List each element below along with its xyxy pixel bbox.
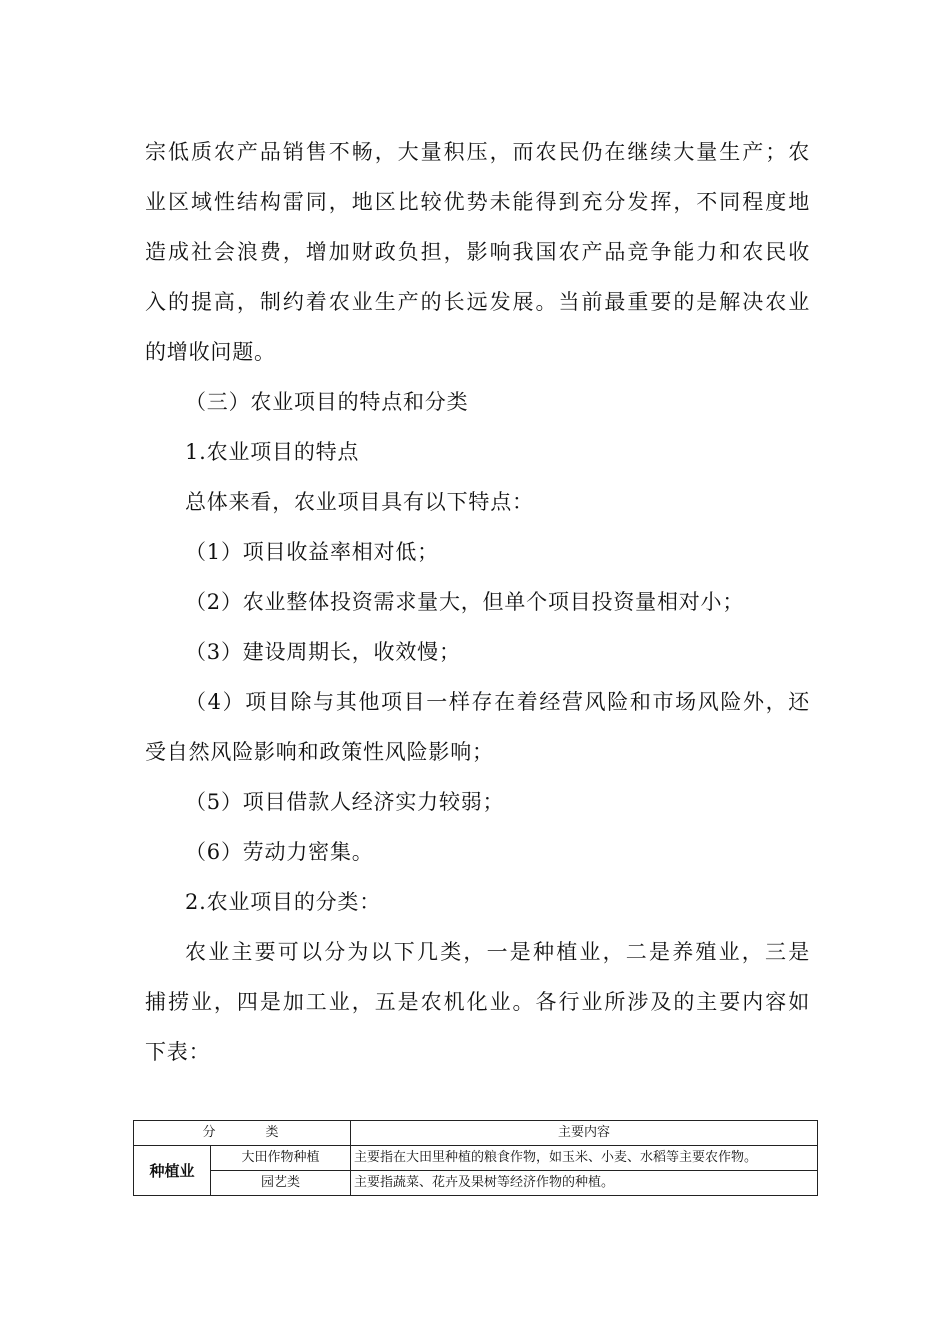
body-text-line: 入的提高，制约着农业生产的长远发展。当前最重要的是解决农业 [145, 290, 810, 314]
body-text-line: 捕捞业，四是加工业，五是农机化业。各行业所涉及的主要内容如 [145, 990, 810, 1014]
header-content: 主要内容 [351, 1121, 818, 1146]
table-row [134, 1171, 818, 1196]
content-cell: 主要指在大田里种植的粮食作物，如玉米、小麦、水稻等主要农作物。 [351, 1146, 818, 1171]
subcategory-cell: 园艺类 [211, 1171, 351, 1196]
list-item: （6）劳动力密集。 [185, 840, 374, 864]
table-row [134, 1146, 818, 1171]
group-label: 种植业 [134, 1146, 211, 1196]
subsection-heading: 1.农业项目的特点 [185, 440, 360, 464]
body-text-line: 业区域性结构雷同，地区比较优势未能得到充分发挥，不同程度地 [145, 190, 810, 214]
table-header-row [134, 1121, 818, 1146]
list-item: （2）农业整体投资需求量大，但单个项目投资量相对小； [185, 590, 745, 614]
body-text-line: 总体来看，农业项目具有以下特点： [185, 490, 534, 514]
body-text-line: 的增收问题。 [145, 340, 276, 364]
list-item: （3）建设周期长，收效慢； [185, 640, 461, 664]
subsection-heading: 2.农业项目的分类： [185, 890, 382, 914]
header-category: 分类 [134, 1121, 351, 1146]
list-item: （4）项目除与其他项目一样存在着经营风险和市场风险外，还 [185, 690, 810, 714]
classification-table [133, 1120, 818, 1196]
subcategory-cell: 大田作物种植 [211, 1146, 351, 1171]
body-text-line: 下表： [145, 1040, 211, 1064]
section-heading: （三）农业项目的特点和分类 [185, 390, 469, 414]
list-item: （1）项目收益率相对低； [185, 540, 439, 564]
body-text-line: 农业主要可以分为以下几类，一是种植业，二是养殖业，三是 [185, 940, 810, 964]
body-text-line: 造成社会浪费，增加财政负担，影响我国农产品竞争能力和农民收 [145, 240, 810, 264]
content-cell: 主要指蔬菜、花卉及果树等经济作物的种植。 [351, 1171, 818, 1196]
body-text-line: 宗低质农产品销售不畅，大量积压，而农民仍在继续大量生产；农 [145, 140, 810, 164]
list-item: （5）项目借款人经济实力较弱； [185, 790, 505, 814]
list-item-continuation: 受自然风险影响和政策性风险影响； [145, 740, 494, 764]
